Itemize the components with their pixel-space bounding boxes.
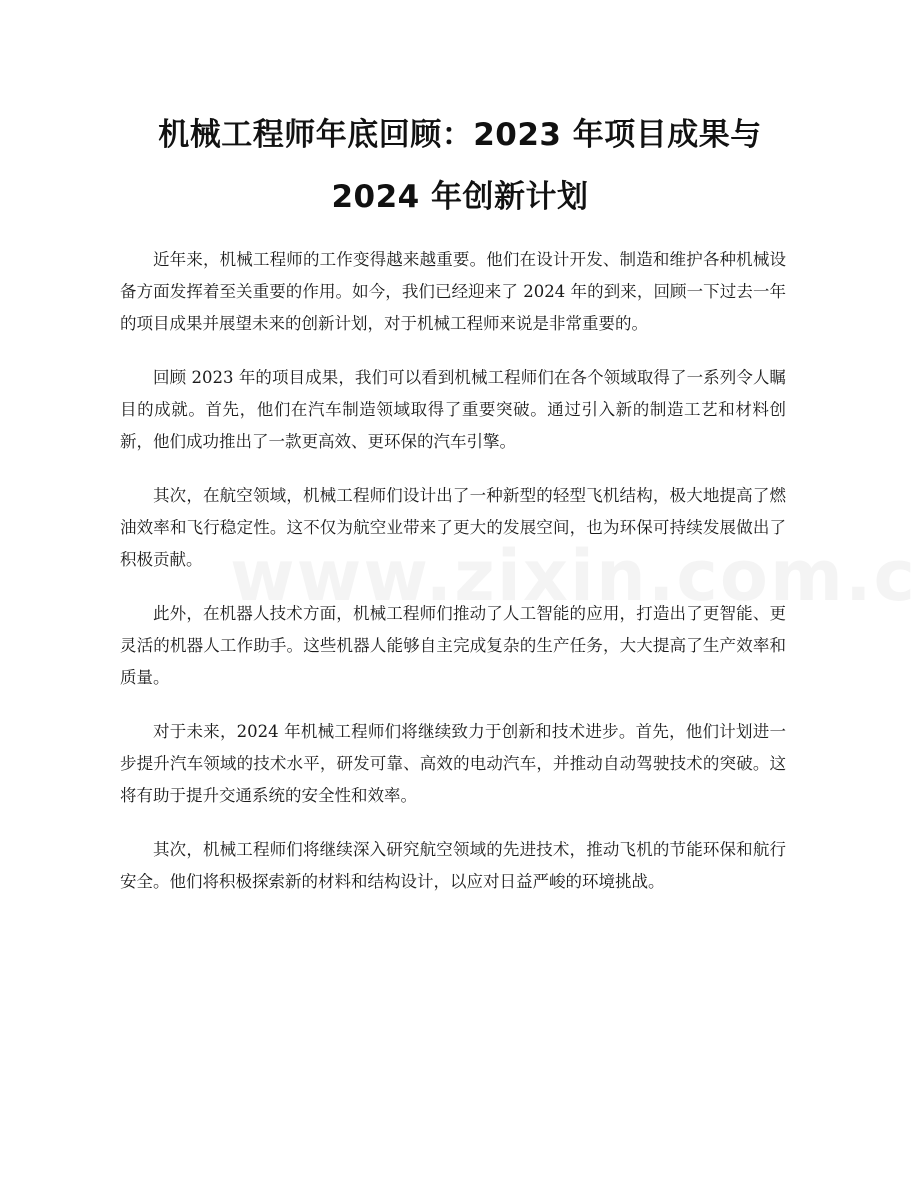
paragraph-6: 其次，机械工程师们将继续深入研究航空领域的先进技术，推动飞机的节能环保和航行安全。他们将积极探索新的材料和结构设计，以应对日益严峻的环境挑战。	[120, 840, 786, 891]
title-line-2: 2024 年创新计划	[331, 179, 589, 215]
paragraph-3: 其次，在航空领域，机械工程师们设计出了一种新型的轻型飞机结构，极大地提高了燃油效率和飞行稳定性。这不仅为航空业带来了更大的发展空间，也为环保可持续发展做出了积极贡献。	[120, 486, 786, 569]
paragraph-1: 近年来，机械工程师的工作变得越来越重要。他们在设计开发、制造和维护各种机械设备方面发挥着至关重要的作用。如今，我们已经迎来了 2024 年的到来，回顾一下过去一年的项目成果并展望未来的创新计划，对于机械工程师来说是非常重要的。	[120, 250, 786, 333]
paragraph-2: 回顾 2023 年的项目成果，我们可以看到机械工程师们在各个领域取得了一系列令人瞩目的成就。首先，他们在汽车制造领域取得了重要突破。通过引入新的制造工艺和材料创新，他们成功推出了一款更高效、更环保的汽车引擎。	[120, 368, 786, 451]
paragraph-4: 此外，在机器人技术方面，机械工程师们推动了人工智能的应用，打造出了更智能、更灵活的机器人工作助手。这些机器人能够自主完成复杂的生产任务，大大提高了生产效率和质量。	[120, 604, 786, 687]
paragraph-5: 对于未来，2024 年机械工程师们将继续致力于创新和技术进步。首先，他们计划进一步提升汽车领域的技术水平，研发可靠、高效的电动汽车，并推动自动驾驶技术的突破。这将有助于提升交通系统的安全性和效率。	[120, 722, 786, 805]
document-title	[100, 104, 820, 228]
title-line-1: 机械工程师年底回顾：2023 年项目成果与	[158, 117, 762, 153]
document-body	[120, 244, 786, 920]
